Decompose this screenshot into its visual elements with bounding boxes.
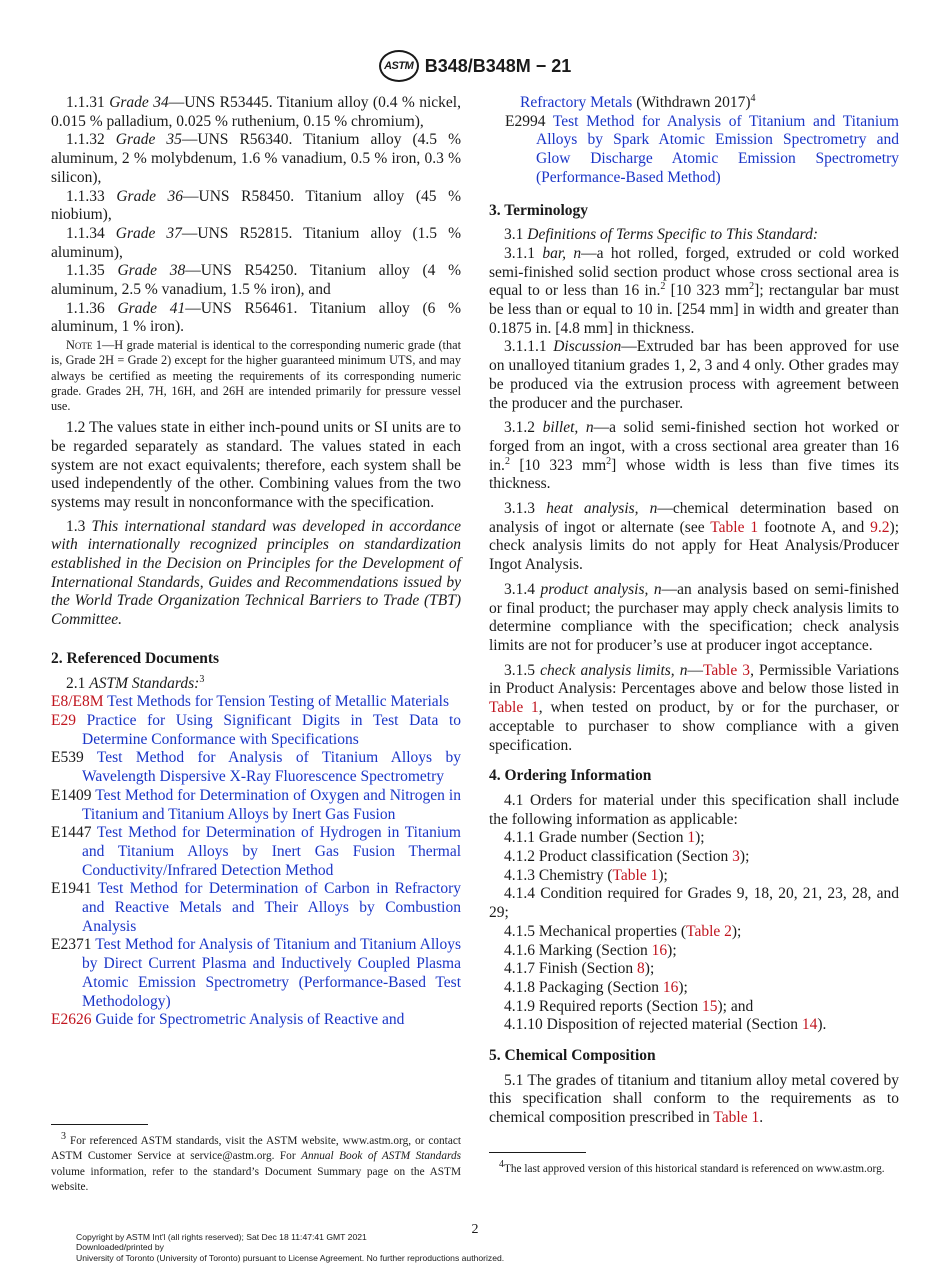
table-1-link[interactable]: Table 1 bbox=[710, 518, 759, 536]
footnote-rule bbox=[51, 1124, 148, 1125]
paragraph-1-3: 1.3 This international standard was developed in accordance with internationally recognized principles on standardization established in the Decision on Principles for the Development of International Standards, Guides and Recommendations issued by the World Trade Organization Technical Barriers to Trade (TBT) Committee. bbox=[51, 517, 461, 629]
note-1 bbox=[51, 338, 461, 414]
order-item: 4.1.8 Packaging (Section 16); bbox=[504, 978, 688, 996]
table-1-link[interactable]: Table 1 bbox=[713, 1109, 760, 1127]
page-number: 2 bbox=[471, 1222, 479, 1237]
grade-list bbox=[51, 94, 461, 337]
order-item: 4.1.2 Product classification (Section 3); bbox=[504, 848, 750, 866]
paragraph-3-1: 3.1 Definitions of Terms Specific to This Standard: bbox=[504, 226, 819, 244]
footnote-3: $^3$ For referenced ASTM standards, visit the ASTM website, www.astm.org, or contact ASTM Customer Service at service@astm.org. For Annual Book of ASTM Standards volume information, refer to the standard’s Document Summary page on the ASTM website. bbox=[51, 1131, 461, 1193]
left-column bbox=[51, 94, 461, 1030]
grade-item: 1.1.32 Grade 35—UNS R56340. Titanium alloy (4.5 % aluminum, 2 % molybdenum, 1.6 % vanadium, 0.5 % iron, 0.3 % silicon), bbox=[51, 131, 461, 186]
paragraph-5-1: 5.1 The grades of titanium and titanium alloy metal covered by this specification shall conform to the requirements as to chemical composition prescribed in Table 1. bbox=[489, 1071, 899, 1127]
order-item: 4.1.5 Mechanical properties (Table 2); bbox=[504, 922, 742, 940]
reference-item[interactable]: E2626 Guide for Spectrometric Analysis of Reactive and bbox=[51, 1011, 405, 1029]
definition-product-analysis: 3.1.4 product analysis, n—an analysis based on semi-finished or final product; the purchaser may apply check analysis limits to determine compliance with the specification; check analysis limits are not for producer’s use at producer ingot acceptance. bbox=[489, 580, 900, 654]
reference-item[interactable]: E539 Test Method for Analysis of Titanium Alloys by Wavelength Dispersive X-Ray Fluorescence Spectrometry bbox=[51, 749, 461, 786]
ordering-list bbox=[489, 829, 899, 1035]
astm-logo bbox=[379, 50, 419, 82]
definition-billet: 3.1.2 billet, n—a solid semi-finished section hot worked or forged from an ingot, with a cross sectional area greater than 16 in.$^2$ [10 323 $mm^2$] whose width is less than five times its thickness. bbox=[489, 419, 899, 493]
copyright-line: Copyright by ASTM Int'l (all rights reserved); Sat Dec 18 11:47:41 GMT 2021 bbox=[76, 1232, 367, 1242]
section-9-2-link[interactable]: 9.2 bbox=[870, 518, 890, 536]
copyright-line: University of Toronto (University of Toronto) pursuant to License Agreement. No further reproductions authorized. bbox=[76, 1252, 505, 1263]
footnote-rule bbox=[489, 1152, 586, 1153]
order-item: 4.1.7 Finish (Section 8); bbox=[504, 960, 655, 978]
copyright-notice bbox=[76, 1232, 504, 1263]
reference-item[interactable]: E29 Practice for Using Significant Digits in Test Data to Determine Conformance with Specifications bbox=[51, 712, 461, 748]
grade-item: 1.1.36 Grade 41—UNS R56461. Titanium alloy (6 % aluminum, 1 % iron). bbox=[51, 299, 462, 336]
grade-item: 1.1.35 Grade 38—UNS R54250. Titanium alloy (4 % aluminum, 2.5 % vanadium, 1.5 % iron), and bbox=[51, 262, 462, 299]
paragraph-2-1: 2.1 ASTM Standards:$^3$ bbox=[66, 673, 205, 692]
table-3-link[interactable]: Table 3 bbox=[703, 661, 751, 679]
section-3-heading: 3. Terminology bbox=[489, 201, 589, 219]
definition-bar: 3.1.1 bar, n—a hot rolled, forged, extruded or cold worked semi-finished solid section product whose cross sectional area is equal to or less than 16 in.$^2$ [10 323 $mm^2$]; rectangular bar must be less than or equal to 10 in. [254 mm] in width and greater than 0.1875 in. [4.8 mm] in thickness. bbox=[489, 244, 900, 337]
reference-item[interactable]: E8/E8M Test Methods for Tension Testing of Metallic Materials bbox=[51, 693, 449, 711]
standard-designation: B348/B348M − 21 bbox=[424, 55, 572, 76]
discussion-3-1-1-1: 3.1.1.1 Discussion—Extruded bar has been approved for use on unalloyed titanium grades 1, 2, 3 and 4 only. Other grades may be produced via the extrusion process with agreement between the producer and the purchaser. bbox=[489, 338, 900, 412]
paragraph-1-2: 1.2 The values state in either inch-pound units or SI units are to be regarded separately as standard. The values stated in each system are not exact equivalents; therefore, each system shall be used independently of the other. Combining values from the two systems may result in nonconformance with the specification. bbox=[51, 419, 461, 511]
reference-item[interactable]: E1941 Test Method for Determination of Carbon in Refractory and Reactive Metals and Their Alloys by Combustion Analysis bbox=[51, 880, 461, 935]
right-column bbox=[489, 94, 899, 1128]
note-text: —H grade material is identical to the corresponding numeric grade (that is, Grade 2H = Grade 2) except for the higher guaranteed minimum UTS, and may always be certified as meeting the requirements of its corresponding numeric grade. Grades 2H, 7H, 16H, and 26H are intended primarily for pressure vessel use. bbox=[51, 338, 461, 413]
grade-item: 1.1.33 Grade 36—UNS R58450. Titanium alloy (45 % niobium), bbox=[51, 187, 462, 224]
order-item: 4.1.3 Chemistry (Table 1); bbox=[504, 866, 668, 884]
astm-logo-text: ASTM bbox=[384, 60, 414, 72]
reference-item[interactable]: E1409 Test Method for Determination of Oxygen and Nitrogen in Titanium and Titanium Alloys by Inert Gas Fusion bbox=[51, 786, 461, 823]
reference-item[interactable]: E2371 Test Method for Analysis of Titanium and Titanium Alloys by Direct Current Plasma and Inductively Coupled Plasma Atomic Emission Spectrometry (Performance-Based Test Methodology) bbox=[51, 936, 461, 1010]
section-2-heading: 2. Referenced Documents bbox=[51, 649, 220, 667]
paragraph-4-1: 4.1 Orders for material under this specification shall include the following information as applicable: bbox=[489, 791, 899, 828]
table-1-link[interactable]: Table 1 bbox=[489, 699, 539, 717]
page-header bbox=[0, 50, 950, 82]
order-item: 4.1.10 Disposition of rejected material (Section 14). bbox=[504, 1016, 827, 1034]
reference-item[interactable]: E2994 Test Method for Analysis of Titanium and Titanium Alloys by Spark Atomic Emission Spectrometry and Glow Discharge Atomic Emission Spectrometry (Performance-Based Method) bbox=[505, 112, 899, 186]
order-item: 4.1.1 Grade number (Section 1); bbox=[504, 829, 705, 847]
copyright-line: Downloaded/printed by bbox=[76, 1242, 164, 1253]
section-4-heading: 4. Ordering Information bbox=[489, 767, 652, 785]
definition-check-analysis: 3.1.5 check analysis limits, n—Table 3, Permissible Variations in Product Analysis: Percentages above and below those listed in Table 1, when tested on product, by or for the purchaser, or acceptable to purchaser to show compliance with a given specification. bbox=[489, 661, 900, 754]
section-5-heading: 5. Chemical Composition bbox=[489, 1047, 656, 1065]
order-item: 4.1.6 Marking (Section 16); bbox=[504, 941, 677, 959]
grade-item: 1.1.31 Grade 34—UNS R53445. Titanium alloy (0.4 % nickel, 0.015 % palladium, 0.025 % ruthenium, 0.15 % chromium), bbox=[51, 94, 461, 130]
referenced-documents-list bbox=[51, 693, 461, 1030]
reference-item[interactable]: E1447 Test Method for Determination of Hydrogen in Titanium and Titanium Alloys by Inert Gas Fusion Thermal Conductivity/Infrared Detection Method bbox=[51, 824, 461, 879]
footnote-4: $^4$The last approved version of this historical standard is referenced on www.astm.org. bbox=[499, 1159, 885, 1175]
reference-item-continued[interactable]: Refractory Metals (Withdrawn 2017)$^4$ bbox=[520, 92, 756, 111]
definition-heat-analysis: 3.1.3 heat analysis, n—chemical determination based on analysis of ingot or alternate (see Table 1 footnote A, and 9.2); check analysis limits do not apply for Heat Analysis/Producer Ingot Analysis. bbox=[489, 500, 899, 574]
note-label: Note 1 bbox=[66, 338, 102, 353]
order-item: 4.1.9 Required reports (Section 15); and bbox=[504, 997, 754, 1015]
order-item: 4.1.4 Condition required for Grades 9, 18, 20, 21, 23, 28, and 29; bbox=[489, 885, 899, 922]
grade-item: 1.1.34 Grade 37—UNS R52815. Titanium alloy (1.5 % aluminum), bbox=[51, 224, 461, 261]
